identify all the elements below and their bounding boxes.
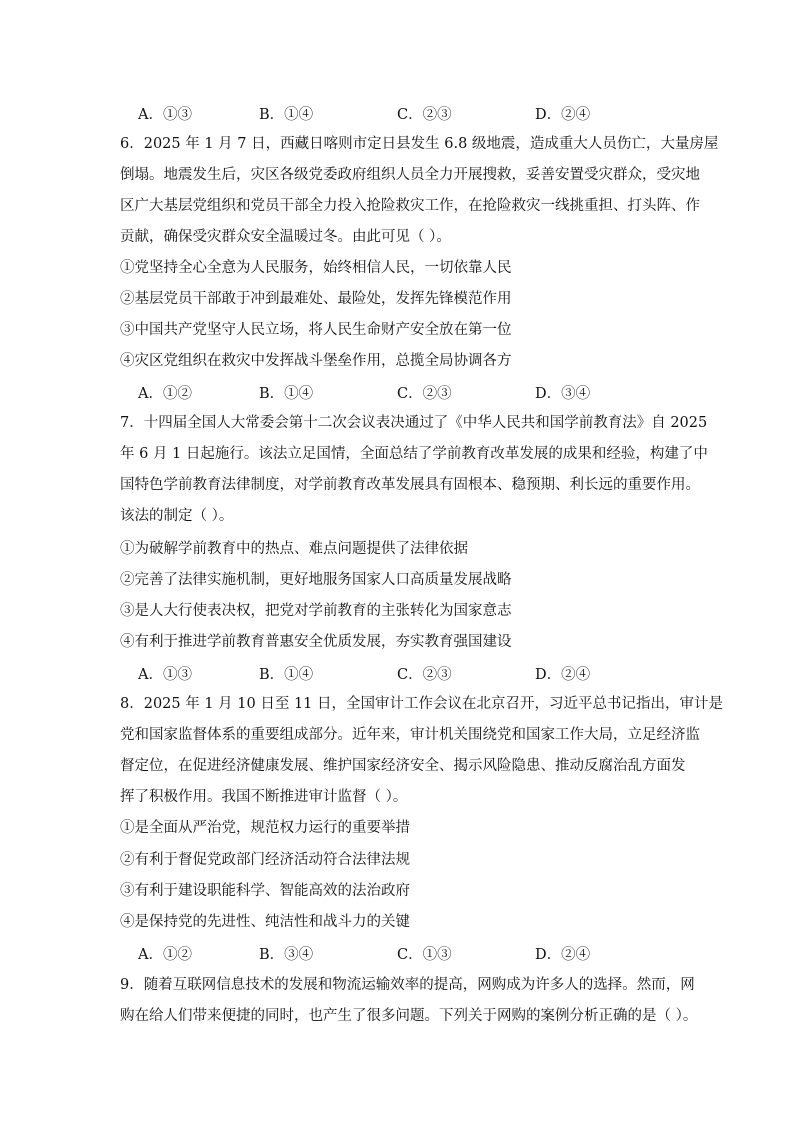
option-a: A．①③ [138,107,192,123]
option-c: C．②③ [397,667,452,683]
option-d: D．②④ [535,667,591,683]
option-b: B．③④ [259,947,314,963]
answer-options [0,382,794,402]
question-6-text: 6．2025 年 1 月 7 日，西藏日喀则市定日县发生 6.8 级地震，造成重大人员伤亡，大量房屋 [120,136,719,152]
question-8-text: 党和国家监督体系的重要组成部分。近年来，审计机关围绕党和国家工作大局，立足经济监 [120,727,700,743]
answer-options [0,943,794,963]
option-c: C．②③ [397,386,452,402]
option-c: C．①③ [397,947,452,963]
statement: ③有利于建设职能科学、智能高效的法治政府 [120,883,410,899]
option-b: B．①④ [259,667,314,683]
answer-options [0,103,794,123]
statement: ①为破解学前教育中的热点、难点问题提供了法律依据 [120,541,468,557]
statement: ④是保持党的先进性、纯洁性和战斗力的关键 [120,914,410,930]
question-7-text: 该法的制定（ ）。 [120,508,234,524]
option-c: C．②③ [397,107,452,123]
statement: ①党坚持全心全意为人民服务，始终相信人民，一切依靠人民 [120,260,512,276]
option-b: B．①④ [259,386,314,402]
statement: ③是人大行使表决权，把党对学前教育的主张转化为国家意志 [120,603,512,619]
option-b: B．①④ [259,107,314,123]
option-d: D．②④ [535,947,591,963]
question-7-text: 7．十四届全国人大常委会第十二次会议表决通过了《中华人民共和国学前教育法》自 2025 [120,415,708,431]
option-d: D．②④ [535,107,591,123]
question-8-text: 督定位，在促进经济健康发展、维护国家经济安全、揭示风险隐患、推动反腐治乱方面发 [120,758,686,774]
question-7-text: 年 6 月 1 日起施行。该法立足国情，全面总结了学前教育改革发展的成果和经验，构建了中 [120,446,708,462]
option-a: A．①② [138,947,192,963]
statement: ②基层党员干部敢于冲到最难处、最险处，发挥先锋模范作用 [120,291,512,307]
statement: ③中国共产党坚守人民立场，将人民生命财产安全放在第一位 [120,322,512,338]
question-6-text: 区广大基层党组织和党员干部全力投入抢险救灾工作，在抢险救灾一线挑重担、打头阵、作 [120,198,700,214]
statement: ④有利于推进学前教育普惠安全优质发展，夯实教育强国建设 [120,634,512,650]
statement: ②有利于督促党政部门经济活动符合法律法规 [120,852,410,868]
option-a: A．①② [138,386,192,402]
option-d: D．③④ [535,386,591,402]
statement: ①是全面从严治党，规范权力运行的重要举措 [120,820,410,836]
question-6-text: 倒塌。地震发生后，灾区各级党委政府组织人员全力开展搜救，妥善安置受灾群众，受灾地 [120,167,700,183]
option-a: A．①③ [138,667,192,683]
question-7-text: 国特色学前教育法律制度，对学前教育改革发展具有固根本、稳预期、利长远的重要作用。 [120,477,700,493]
question-8-text: 挥了积极作用。我国不断推进审计监督（ ）。 [120,789,408,805]
question-9-text: 9．随着互联网信息技术的发展和物流运输效率的提高，网购成为许多人的选择。然而，网 [120,977,695,993]
question-9-text: 购在给人们带来便捷的同时，也产生了很多问题。下列关于网购的案例分析正确的是（ ）。 [120,1008,698,1024]
statement: ②完善了法律实施机制，更好地服务国家人口高质量发展战略 [120,572,512,588]
question-8-text: 8．2025 年 1 月 10 日至 11 日，全国审计工作会议在北京召开，习近平总书记指出，审计是 [120,696,724,712]
answer-options [0,663,794,683]
statement: ④灾区党组织在救灾中发挥战斗堡垒作用，总揽全局协调各方 [120,353,512,369]
question-6-text: 贡献，确保受灾群众安全温暖过冬。由此可见（ ）。 [120,229,451,245]
